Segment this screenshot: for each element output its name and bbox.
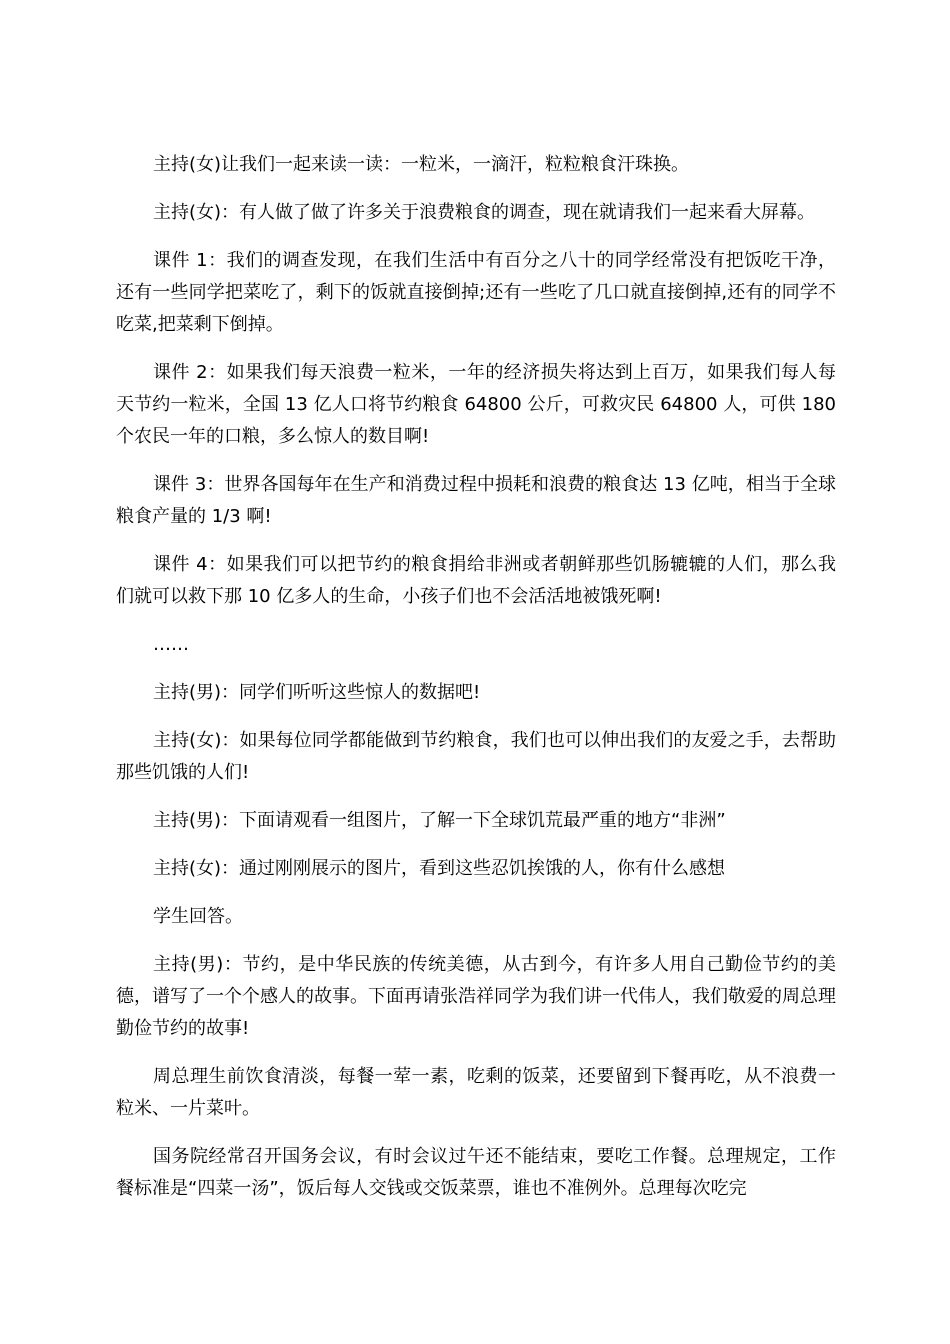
paragraph-slide-1: 课件 1：我们的调查发现，在我们生活中有百分之八十的同学经常没有把饭吃干净，还有一些同学把菜吃了，剩下的饭就直接倒掉;还有一些吃了几口就直接倒掉,还有的同学不吃菜,把菜剩下倒掉。 — [116, 250, 836, 335]
paragraph-host-female-1: 主持(女)让我们一起来读一读：一粒米，一滴汗，粒粒粮食汗珠换。 — [153, 154, 690, 175]
paragraph-host-female-2: 主持(女)：有人做了做了许多关于浪费粮食的调查，现在就请我们一起来看大屏幕。 — [153, 202, 816, 223]
paragraph-host-male-1: 主持(男)：同学们听听这些惊人的数据吧! — [153, 682, 481, 703]
paragraph-ellipsis: …… — [153, 634, 189, 655]
paragraph-host-male-3: 主持(男)：节约，是中华民族的传统美德，从古到今，有许多人用自己勤俭节约的美德，谱写了一个个感人的故事。下面再请张浩祥同学为我们讲一代伟人，我们敬爱的周总理勤俭节约的故事! — [116, 954, 836, 1039]
paragraph-host-male-2: 主持(男)：下面请观看一组图片，了解一下全球饥荒最严重的地方“非洲” — [153, 810, 726, 831]
paragraph-host-female-3: 主持(女)：如果每位同学都能做到节约粮食，我们也可以伸出我们的友爱之手，去帮助那些饥饿的人们! — [116, 730, 836, 783]
paragraph-slide-2: 课件 2：如果我们每天浪费一粒米，一年的经济损失将达到上百万，如果我们每人每天节约一粒米，全国 13 亿人口将节约粮食 64800 公斤，可救灾民 64800 人，可供 180 个农民一年的口粮，多么惊人的数目啊! — [116, 362, 836, 447]
paragraph-story-1: 周总理生前饮食清淡，每餐一荤一素，吃剩的饭菜，还要留到下餐再吃，从不浪费一粒米、一片菜叶。 — [116, 1066, 836, 1119]
paragraph-host-female-4: 主持(女)：通过刚刚展示的图片，看到这些忍饥挨饿的人，你有什么感想 — [153, 858, 726, 879]
paragraph-student-answer: 学生回答。 — [153, 906, 243, 927]
paragraph-story-2: 国务院经常召开国务会议，有时会议过午还不能结束，要吃工作餐。总理规定，工作餐标准是“四菜一汤”，饭后每人交钱或交饭菜票，谁也不准例外。总理每次吃完 — [116, 1146, 836, 1199]
paragraph-slide-3: 课件 3：世界各国每年在生产和消费过程中损耗和浪费的粮食达 13 亿吨，相当于全球粮食产量的 1/3 啊! — [116, 474, 836, 527]
paragraph-slide-4: 课件 4：如果我们可以把节约的粮食捐给非洲或者朝鲜那些饥肠辘辘的人们，那么我们就可以救下那 10 亿多人的生命，小孩子们也不会活活地被饿死啊! — [116, 554, 836, 607]
document-body — [116, 149, 836, 1221]
